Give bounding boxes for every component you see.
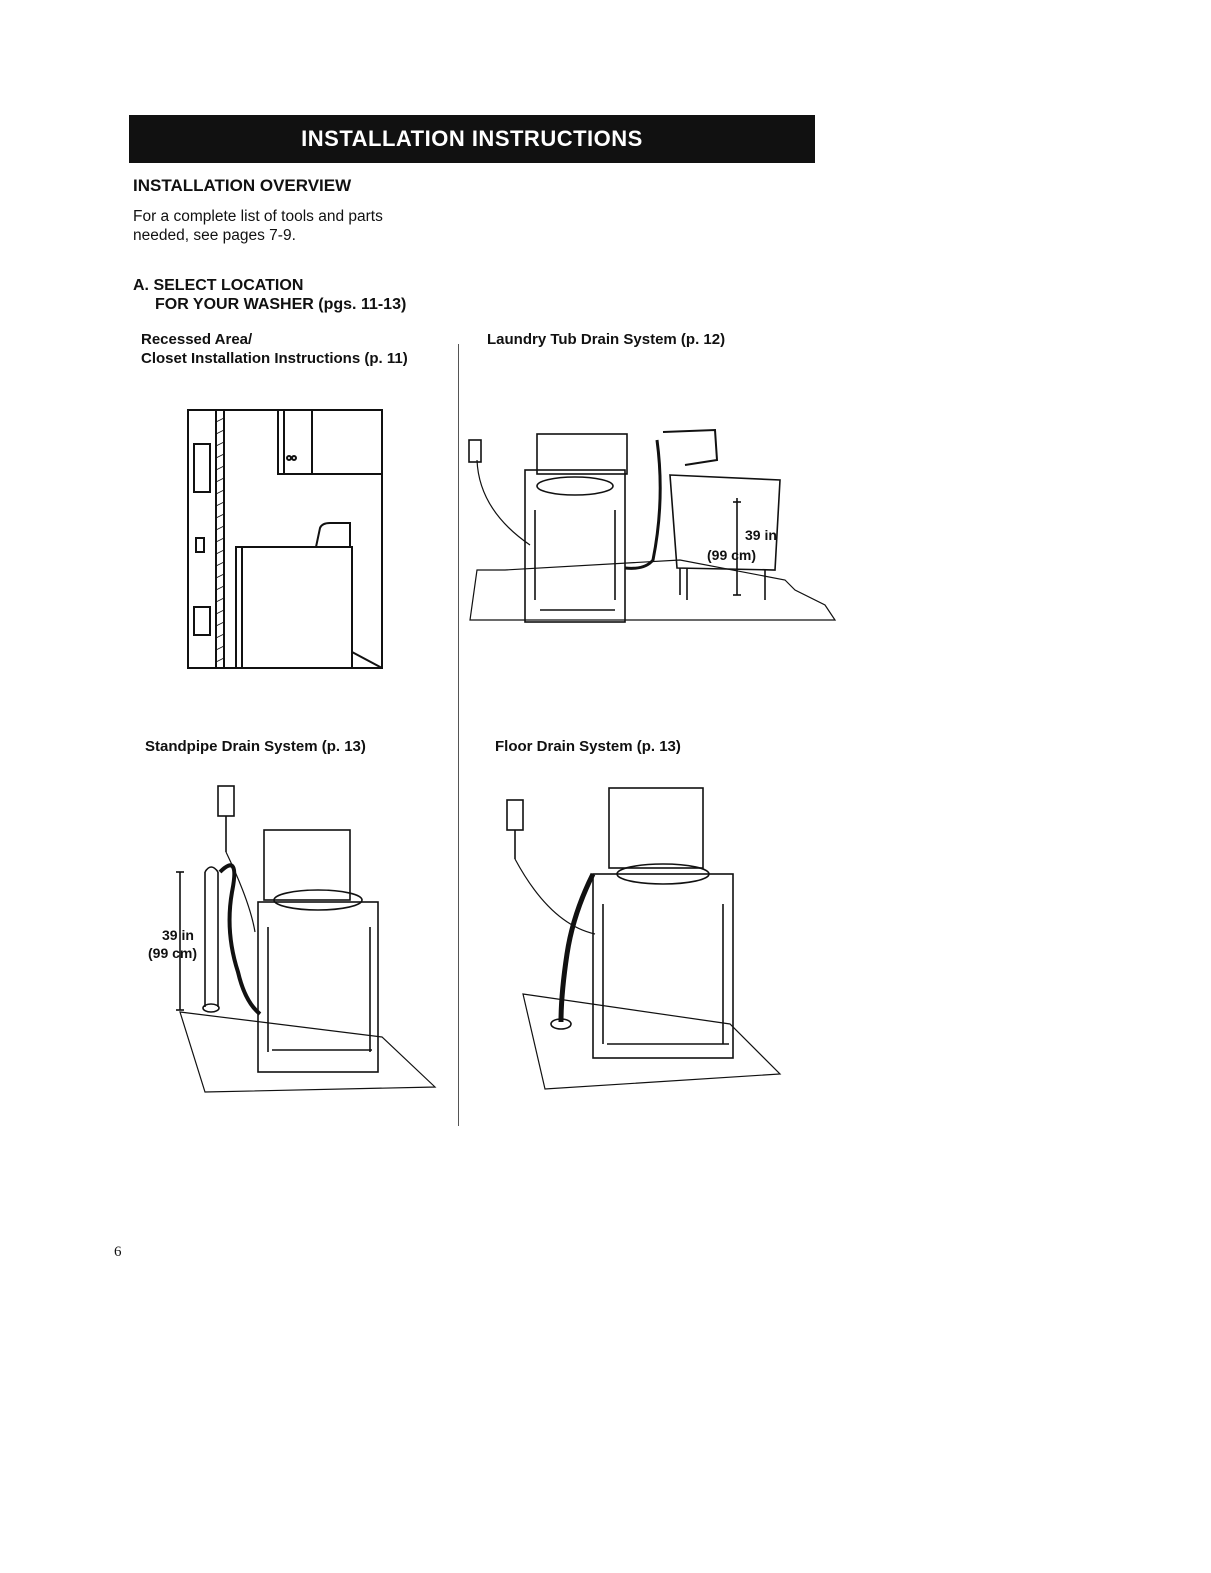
laundry-tub-dim-in: 39 in xyxy=(745,527,777,543)
overview-heading: INSTALLATION OVERVIEW xyxy=(133,176,352,195)
laundry-tub-illustration xyxy=(465,420,840,640)
standpipe-illustration xyxy=(148,782,440,1100)
floor-drain-illustration xyxy=(495,784,785,1094)
step-a-line-2: FOR YOUR WASHER (pgs. 11-13) xyxy=(155,296,407,313)
column-divider xyxy=(458,344,459,1126)
laundry-tub-caption: Laundry Tub Drain System (p. 12) xyxy=(487,331,726,348)
recessed-area-illustration xyxy=(180,402,390,677)
recessed-caption-line-1: Recessed Area/ xyxy=(141,331,253,348)
banner-title: INSTALLATION INSTRUCTIONS xyxy=(301,126,643,151)
overview-intro xyxy=(133,207,453,245)
recessed-caption-line-2: Closet Installation Instructions (p. 11) xyxy=(141,350,408,367)
standpipe-dim-in: 39 in xyxy=(162,927,194,943)
section-banner xyxy=(129,115,815,163)
floor-drain-caption: Floor Drain System (p. 13) xyxy=(495,738,681,755)
step-a-line-1: A. SELECT LOCATION xyxy=(133,277,304,294)
intro-line-1: For a complete list of tools and parts xyxy=(133,208,383,225)
laundry-tub-dim-cm: (99 cm) xyxy=(707,547,757,563)
step-a-heading xyxy=(133,276,406,314)
standpipe-dim-cm: (99 cm) xyxy=(148,945,198,961)
page-number: 6 xyxy=(114,1244,122,1260)
recessed-caption xyxy=(141,330,408,368)
standpipe-caption: Standpipe Drain System (p. 13) xyxy=(145,738,366,755)
intro-line-2: needed, see pages 7-9. xyxy=(133,227,296,244)
